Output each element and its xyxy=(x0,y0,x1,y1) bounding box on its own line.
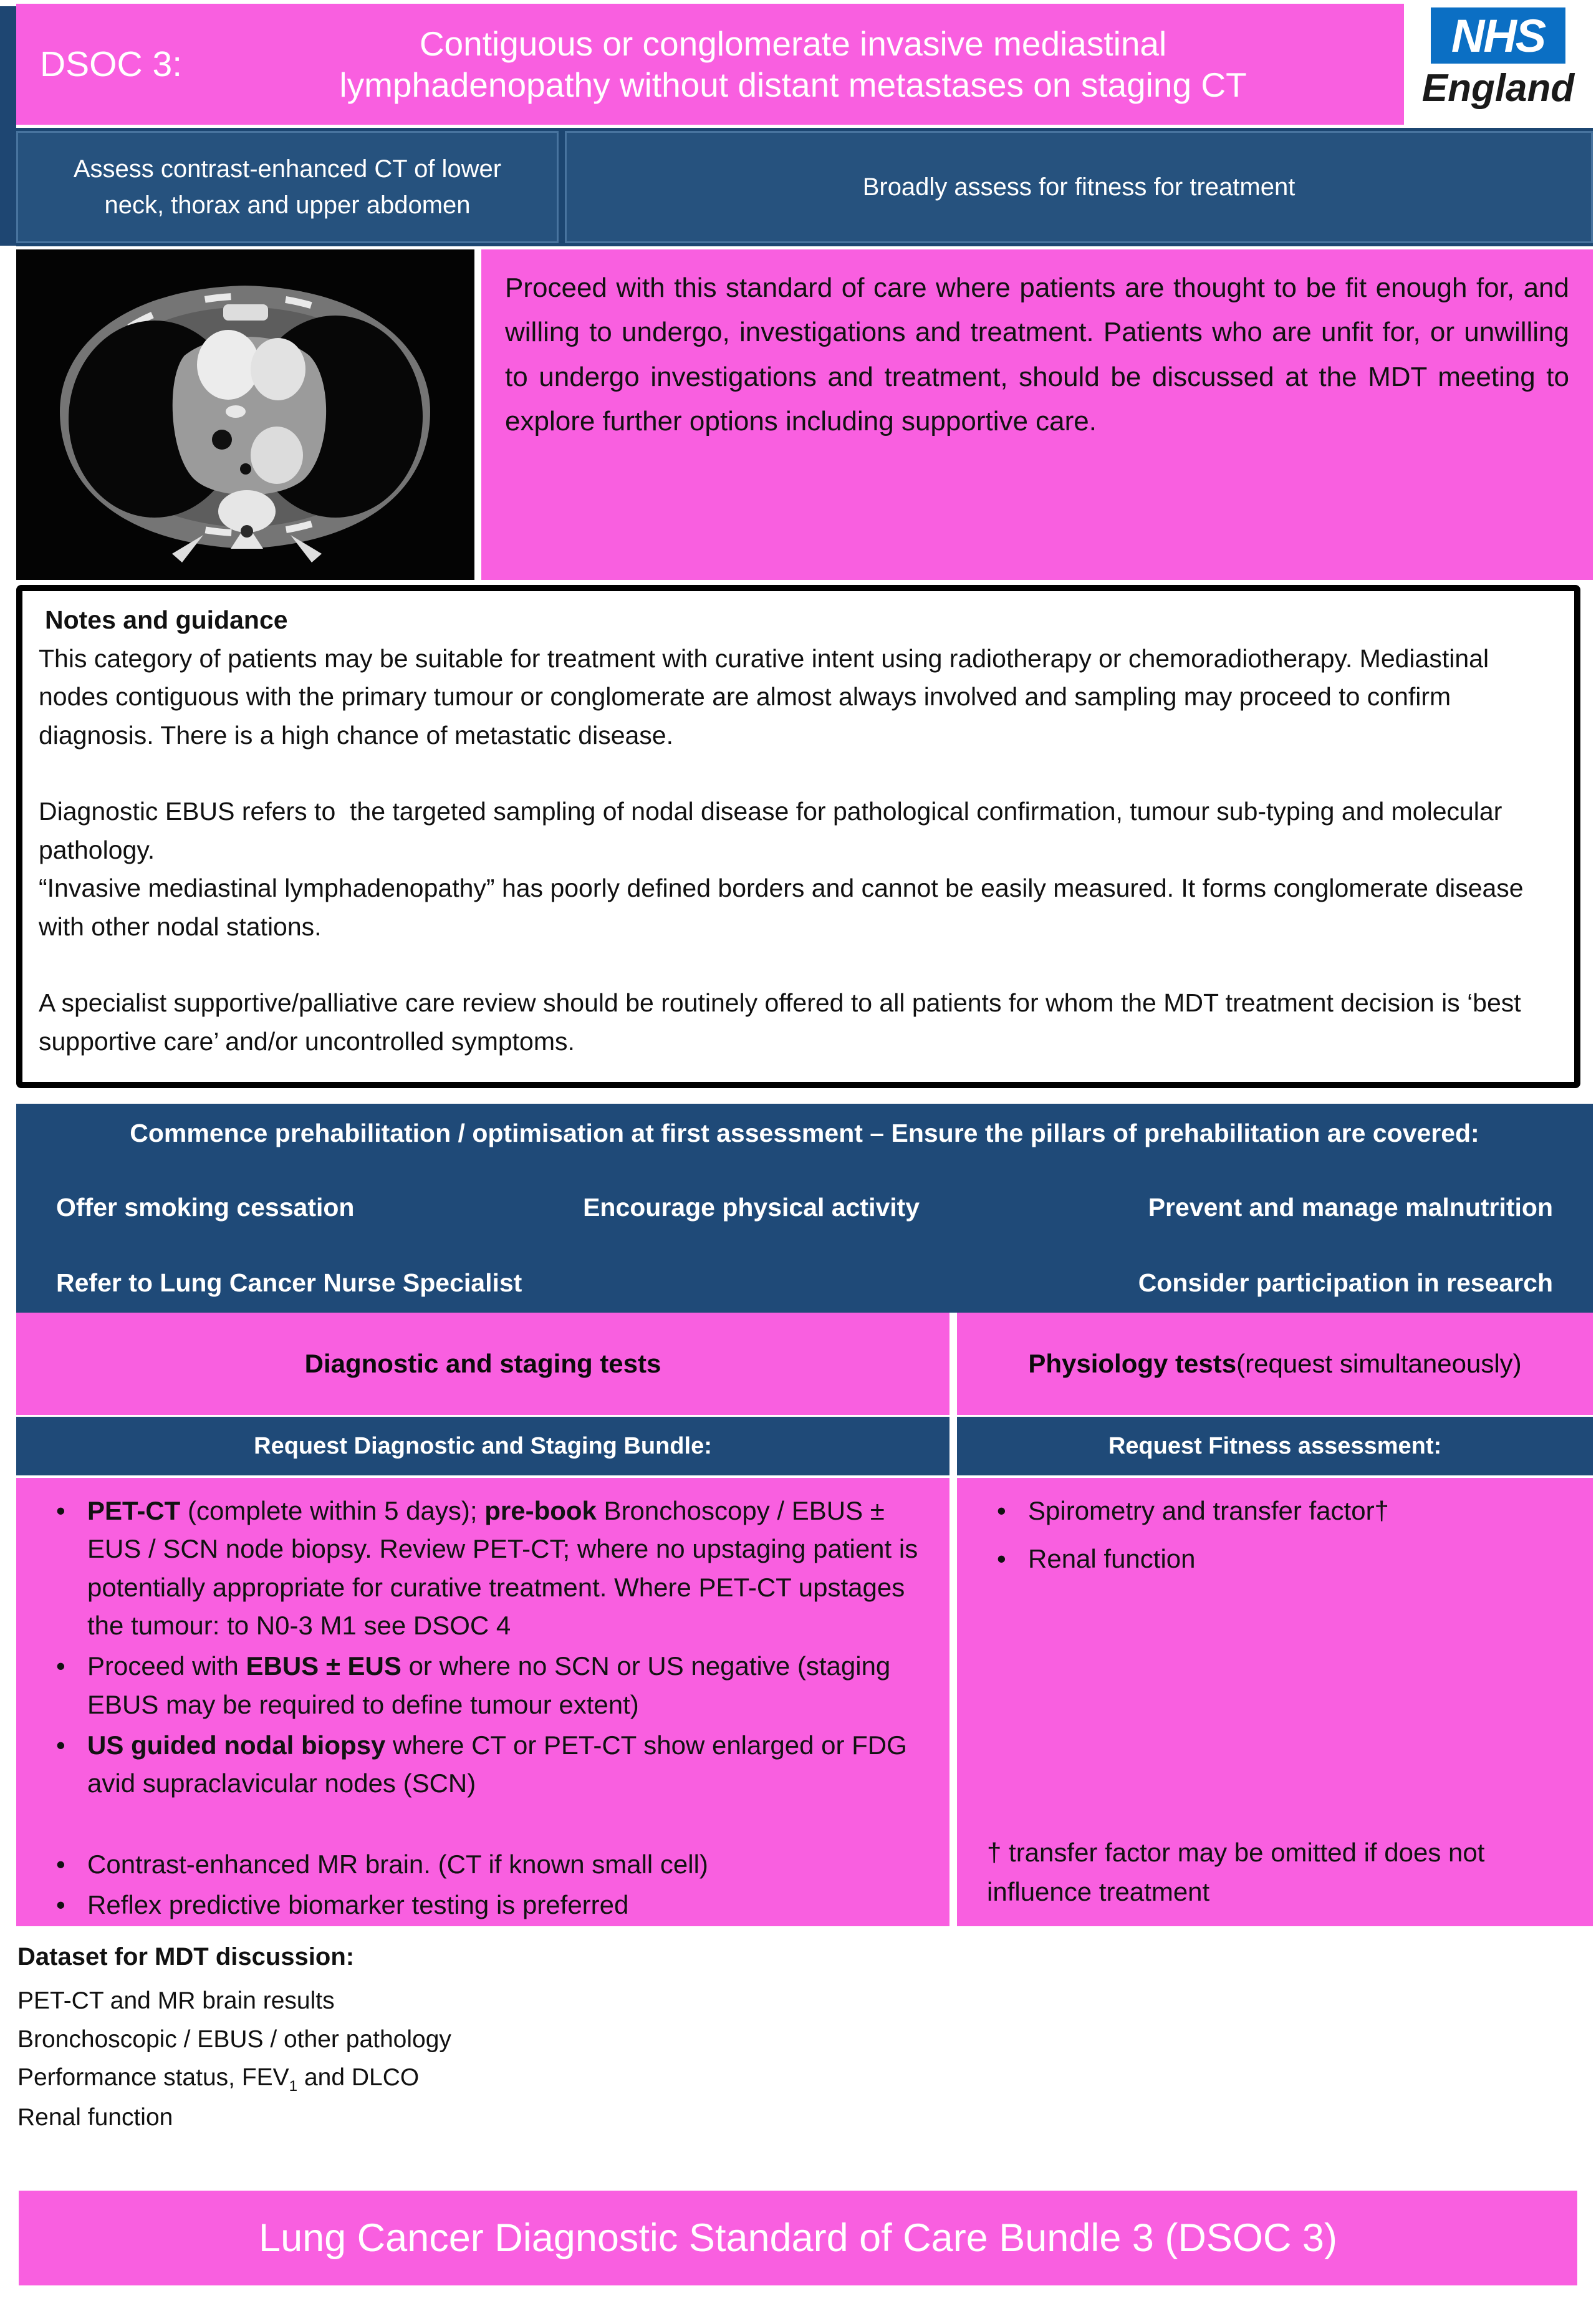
dataset-line-renal: Renal function xyxy=(17,2104,173,2131)
diagnostic-bundle-list xyxy=(16,1478,949,1926)
ct-axial-chest-illustration xyxy=(16,249,474,580)
column-divider xyxy=(949,1417,957,1475)
fitness-bullet-list xyxy=(979,1492,1568,1588)
prehab-pillars-row-2 xyxy=(16,1268,1593,1298)
pillar-nurse-specialist: Refer to Lung Cancer Nurse Specialist xyxy=(56,1268,522,1297)
bullet-mr-brain: • Contrast-enhanced MR brain. (CT if known small cell) xyxy=(39,1845,925,1883)
pillar-physical-activity: Encourage physical activity xyxy=(583,1193,920,1222)
proceed-statement-box: Proceed with this standard of care where patients are thought to be fit enough for, and willing to undergo, investigations and treatment. Patients who are unfit for, or unwilling to undergo investigations and treatment, should be discussed at the MDT meeting to explore further options including supportive care. xyxy=(481,249,1593,580)
transfer-factor-footnote: † transfer factor may be omitted if does not influence treatment xyxy=(987,1838,1485,1907)
prehabilitation-section xyxy=(16,1104,1593,1313)
footer-title: Lung Cancer Diagnostic Standard of Care Bundle 3 (DSOC 3) xyxy=(259,2216,1337,2260)
pillar-research: Consider participation in research xyxy=(1138,1268,1553,1297)
notes-paragraph: Diagnostic EBUS refers to the targeted sampling of nodal disease for pathological confirmation, tumour sub-typing and molecular pathology. xyxy=(39,797,1509,864)
bullet-ebus-eus: • Proceed with EBUS ± EUS or where no SCN or US negative (staging EBUS may be required to define tumour extent) xyxy=(39,1647,925,1724)
diagnostic-bullet-list xyxy=(39,1492,925,1924)
nhs-england-logo xyxy=(1409,0,1587,122)
assessment-row xyxy=(16,128,1593,246)
request-row xyxy=(16,1417,1593,1475)
bullet-pet-ct: • PET-CT (complete within 5 days); pre-book Bronchoscopy / EBUS ± EUS / SCN node biopsy. Review PET-CT; where no upstaging patient is potentially appropriate for curative treatment. Where PET-CT upstages the tumour: to N0-3 M1 see DSOC 4 xyxy=(39,1492,925,1644)
dataset-line-pathology: Bronchoscopic / EBUS / other pathology xyxy=(17,2025,451,2053)
notes-heading: Notes and guidance xyxy=(45,605,288,634)
notes-paragraph: A specialist supportive/palliative care review should be routinely offered to all patients for whom the MDT treatment decision is ‘best supportive care’ and/or uncontrolled symptoms. xyxy=(39,988,1529,1056)
assess-fitness-box: Broadly assess for fitness for treatment xyxy=(565,131,1593,243)
notes-and-guidance-box xyxy=(16,585,1580,1088)
header-banner xyxy=(16,4,1404,125)
notes-paragraph: This category of patients may be suitable for treatment with curative intent using radiotherapy or chemoradiotherapy. Mediastinal nodes contiguous with the primary tumour or conglomerate are almost always involved and sampling may proceed to confirm diagnosis. There is a high chance of metastatic disease. xyxy=(39,644,1496,750)
physiology-tests-header: Physiology tests (request simultaneously) xyxy=(957,1313,1593,1415)
dsoc-label: DSOC 3: xyxy=(40,44,183,84)
page-title: Contiguous or conglomerate invasive mediastinal lymphadenopathy without distant metastases on staging CT xyxy=(339,24,1247,104)
bullet-spirometry: • Spirometry and transfer factor† xyxy=(979,1492,1568,1530)
nhs-england-wordmark: England xyxy=(1421,67,1575,110)
tests-content-row xyxy=(16,1478,1593,1923)
tests-header-row xyxy=(16,1313,1593,1415)
mdt-dataset-heading: Dataset for MDT discussion: xyxy=(17,1943,355,1971)
column-divider xyxy=(949,1478,957,1926)
column-divider xyxy=(949,1313,957,1415)
fitness-assessment-list xyxy=(957,1478,1593,1926)
request-fitness-header: Request Fitness assessment: xyxy=(957,1417,1593,1475)
prehab-pillars-row-1 xyxy=(16,1193,1593,1222)
notes-paragraph xyxy=(39,755,1558,793)
bullet-biomarker-testing: • Reflex predictive biomarker testing is preferred xyxy=(39,1886,925,1924)
notes-paragraph xyxy=(39,946,1558,984)
bullet-us-guided-biopsy: • US guided nodal biopsy where CT or PET-CT show enlarged or FDG avid supraclavicular nodes (SCN) xyxy=(39,1726,925,1803)
pillar-smoking-cessation: Offer smoking cessation xyxy=(56,1193,355,1222)
assess-ct-box: Assess contrast-enhanced CT of lower neck, thorax and upper abdomen xyxy=(16,131,559,243)
dataset-line-petct-mr: PET-CT and MR brain results xyxy=(17,1987,335,2014)
request-diagnostic-bundle-header: Request Diagnostic and Staging Bundle: xyxy=(16,1417,949,1475)
prehab-heading: Commence prehabilitation / optimisation at first assessment – Ensure the pillars of prehabilitation are covered: xyxy=(130,1119,1479,1147)
left-edge-strip xyxy=(0,6,16,246)
bullet-renal-function: • Renal function xyxy=(979,1540,1568,1578)
notes-paragraph: “Invasive mediastinal lymphadenopathy” has poorly defined borders and cannot be easily measured. It forms conglomerate disease with other nodal stations. xyxy=(39,874,1531,941)
ct-scan-image xyxy=(16,249,474,580)
mdt-dataset-section xyxy=(17,1938,953,2137)
pillar-malnutrition: Prevent and manage malnutrition xyxy=(1148,1193,1553,1222)
diagnostic-staging-tests-header: Diagnostic and staging tests xyxy=(16,1313,949,1415)
dataset-line-performance: Performance status, $FEV_1$ and DLCO xyxy=(17,2064,420,2095)
footer-banner xyxy=(19,2191,1577,2285)
nhs-logo-icon: NHS xyxy=(1431,7,1565,64)
